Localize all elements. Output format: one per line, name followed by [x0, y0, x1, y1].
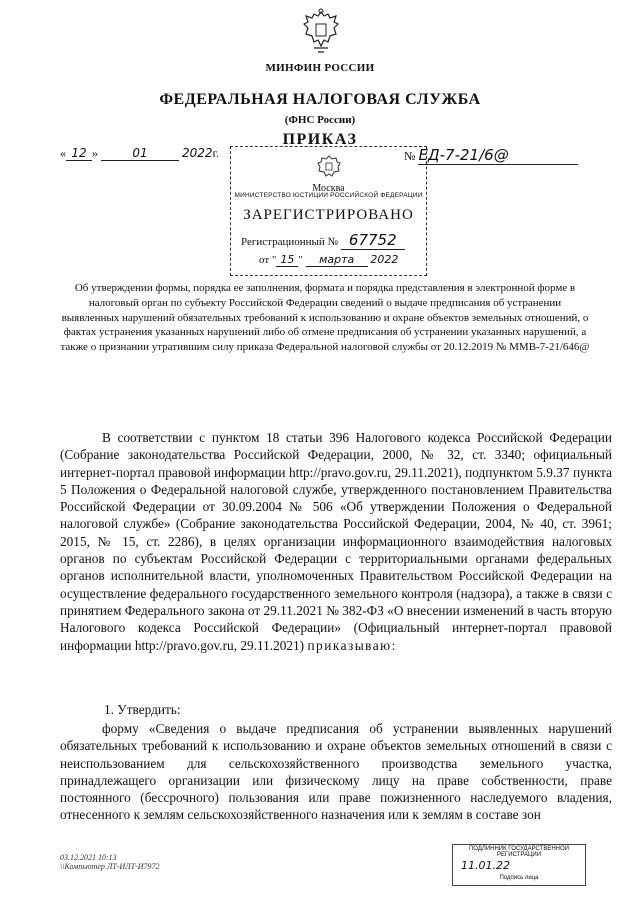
stamp-ministry: МИНИСТЕРСТВО ЮСТИЦИИ РОССИЙСКОЙ ФЕДЕРАЦИИ	[234, 192, 423, 199]
stamp-emblem-icon	[315, 153, 343, 183]
stamp-registration-date: от " 15 " марта 2022	[259, 253, 399, 266]
service-heading: ФЕДЕРАЛЬНАЯ НАЛОГОВАЯ СЛУЖБА	[159, 91, 481, 108]
double-headed-eagle-emblem-icon	[300, 8, 342, 60]
footer-timestamp: 03.12.2021 10:13	[60, 853, 117, 862]
stamp-registered-label: ЗАРЕГИСТРИРОВАНО	[243, 207, 414, 223]
order-day: 12	[66, 146, 92, 161]
registration-stamp	[230, 146, 427, 276]
ministry-heading: МИНФИН РОССИИ	[265, 62, 375, 74]
service-abbreviation: (ФНС России)	[284, 114, 356, 126]
sig-stamp-footer: Подпись лица	[499, 875, 539, 881]
document-type-heading: ПРИКАЗ	[282, 131, 358, 148]
order-number	[404, 146, 578, 165]
preamble-paragraph	[60, 429, 612, 654]
order-year: 2022	[182, 146, 213, 160]
stamp-registration-number	[241, 231, 405, 250]
preamble-text: В соответствии с пунктом 18 статьи 396 Налогового кодекса Российской Федерации (Собрание законодательства Российской Федерации, 2000, № 32, ст. 3340; официальный интернет-портал правовой информации http://pravo.gov.ru, 29.11.2021), подпунктом 5.9.37 пункта 5 Положения о Федеральной налоговой службе, утвержденного постановлением Правительства Российской Федерации от 30.09.2004 № 506 «Об утверждении Положения о Федеральной налоговой службе» (Собрание законодательства Российской Федерации, 2004, № 40, ст. 3961; 2015, № 15, ст. 2286), в целях организации информационного взаимодействия налоговых органов по субъектам Российской Федерации с территориальными органами федеральных органов исполнительной власти, уполномоченных Правительством Российской Федерации на осуществление федерального государственного земельного контроля (надзора), а также в связи с принятием Федерального закона от 29.11.2021 № 382-ФЗ «О внесении изменений в часть вторую Налогового кодекса Российской Федерации» (Официальный интернет-портал правовой информации http://pravo.gov.ru, 29.11.2021)	[60, 430, 612, 653]
stamp-date-year: 2022	[370, 253, 399, 266]
order-date: « 12 » 01 2022г.	[60, 146, 220, 160]
order-number-label: №	[404, 149, 416, 163]
stamp-date-month: марта	[306, 253, 368, 267]
order-year-suffix: г.	[212, 146, 220, 160]
order-number-value: ЕД-7-21/6@	[418, 146, 578, 165]
order-month: 01	[101, 146, 179, 161]
item-1-paragraph: форму «Сведения о выдаче предписания об устранении выявленных нарушений обязательных требований к использованию и охране объектов земельных отношений в связи с неиспользованием для сельскохозяйственного производства земельного участка, принадлежащего организации или физическому лицу на праве собственности, праве постоянного (бессрочного) пользования или праве пожизненного наследуемого владения, отнесенного к землям сельскохозяйственного назначения или к землям в составе зон	[60, 721, 612, 823]
stamp-city: Москва	[312, 183, 345, 194]
sig-stamp-header: ПОДЛИННИК ГОСУДАРСТВЕННОЙ РЕГИСТРАЦИИ	[468, 846, 569, 858]
stamp-reg-label: Регистрационный №	[241, 236, 339, 248]
stamp-reg-number: 67752	[341, 231, 405, 250]
footer-metadata	[60, 853, 159, 871]
footer-file: \\Компьютер ЛТ-ИЛТ-И7972	[60, 862, 160, 871]
item-1-heading: 1. Утвердить:	[104, 702, 181, 717]
sig-stamp-date: 11.01.22	[461, 859, 510, 872]
order-word: приказываю:	[307, 637, 397, 653]
stamp-date-from: от	[259, 254, 270, 266]
order-title: Об утверждении формы, порядка ее заполнения, формата и порядка представления в электронной форме в налоговый орган по субъекту Российской Федерации сведений о выдаче предписания об устранении выявленных нарушений обязательных требований к использованию и охране объектов земельных отношений, о фактах устранения указанных нарушений либо об отмене предписания об устранении указанных нарушений, а также о признании утратившим силу приказа Федеральной налоговой службы от 20.12.2019 № ММВ-7-21/646@	[60, 282, 590, 354]
original-registration-stamp	[452, 844, 586, 886]
stamp-date-day: 15	[276, 253, 298, 267]
